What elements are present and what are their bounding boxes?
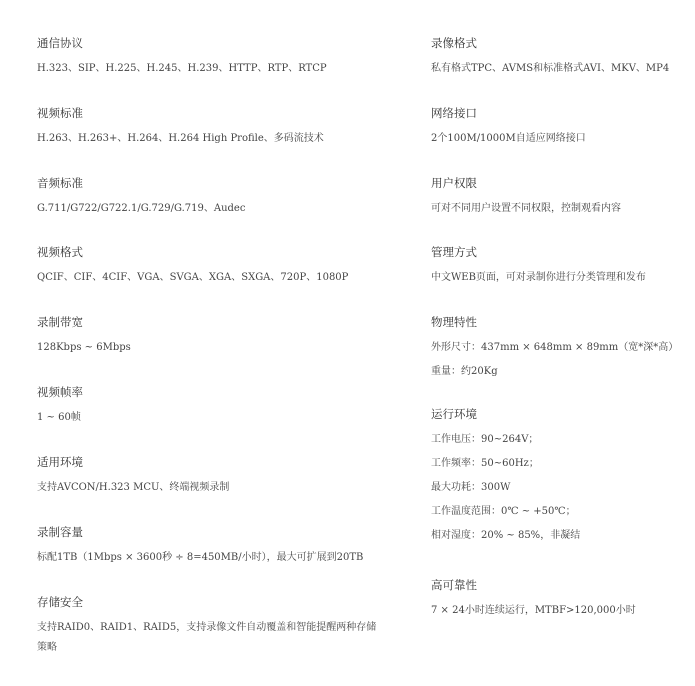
spec-value: 2个100M/1000M自适应网络接口 xyxy=(431,133,586,144)
spec-title: 视频帧率 xyxy=(37,385,83,399)
spec-value: 工作温度范围：0℃ ~ +50℃； xyxy=(431,506,576,517)
spec-environment xyxy=(37,455,397,498)
spec-network-interface xyxy=(431,106,693,149)
spec-value: 支持RAID0、RAID1、RAID5，支持录像文件自动覆盖和智能提醒两种存储策略 xyxy=(37,622,377,653)
spec-value: 128Kbps ~ 6Mbps xyxy=(37,342,131,353)
spec-value: 可对不同用户设置不同权限，控制观看内容 xyxy=(431,203,621,214)
spec-video-standard xyxy=(37,106,397,149)
spec-title: 物理特性 xyxy=(431,315,477,329)
spec-title: 存储安全 xyxy=(37,595,83,609)
spec-audio-standard xyxy=(37,176,397,219)
spec-capacity xyxy=(37,525,397,568)
spec-physical xyxy=(431,315,693,382)
spec-title: 运行环境 xyxy=(431,407,477,421)
spec-reliability xyxy=(431,578,693,621)
spec-value: H.323、SIP、H.225、H.245、H.239、HTTP、RTP、RTCP xyxy=(37,63,327,74)
spec-value: 工作电压：90~264V； xyxy=(431,434,539,445)
spec-recording-format xyxy=(431,36,693,79)
spec-operating-environment xyxy=(431,407,693,546)
spec-value: 外形尺寸：437mm × 648mm × 89mm（宽*深*高） xyxy=(431,342,679,353)
spec-value: 重量：约20Kg xyxy=(431,366,498,377)
spec-title: 视频格式 xyxy=(37,245,83,259)
spec-title: 录制带宽 xyxy=(37,315,83,329)
spec-title: 网络接口 xyxy=(431,106,477,120)
spec-value: 1 ~ 60帧 xyxy=(37,412,81,423)
spec-storage-safety xyxy=(37,595,397,658)
spec-title: 管理方式 xyxy=(431,245,477,259)
spec-user-permissions xyxy=(431,176,693,219)
spec-value: H.263、H.263+、H.264、H.264 High Profile、多码流技术 xyxy=(37,133,324,144)
spec-value: 私有格式TPC、AVMS和标准格式AVI、MKV、MP4 xyxy=(431,63,670,74)
spec-title: 通信协议 xyxy=(37,36,83,50)
spec-frame-rate xyxy=(37,385,397,428)
spec-value: 7 × 24小时连续运行，MTBF>120,000小时 xyxy=(431,605,636,616)
spec-value: 相对湿度：20% ~ 85%，非凝结 xyxy=(431,530,581,541)
spec-title: 录制容量 xyxy=(37,525,83,539)
spec-value: QCIF、CIF、4CIF、VGA、SVGA、XGA、SXGA、720P、1080P xyxy=(37,272,349,283)
spec-recording-bandwidth xyxy=(37,315,397,358)
spec-value: 支持AVCON/H.323 MCU、终端视频录制 xyxy=(37,482,230,493)
spec-value: 标配1TB（1Mbps × 3600秒 ÷ 8=450MB/小时），最大可扩展到20TB xyxy=(37,552,364,563)
spec-value: 工作频率：50~60Hz； xyxy=(431,458,539,469)
spec-protocol xyxy=(37,36,397,79)
spec-management xyxy=(431,245,693,288)
spec-value: 中文WEB页面，可对录制你进行分类管理和发布 xyxy=(431,272,646,283)
spec-title: 音频标准 xyxy=(37,176,83,190)
spec-value: G.711/G722/G722.1/G.729/G.719、Audec xyxy=(37,203,246,214)
spec-video-format xyxy=(37,245,397,288)
spec-title: 适用环境 xyxy=(37,455,83,469)
spec-value: 最大功耗：300W xyxy=(431,482,511,493)
spec-title: 视频标准 xyxy=(37,106,83,120)
spec-title: 用户权限 xyxy=(431,176,477,190)
spec-title: 高可靠性 xyxy=(431,578,477,592)
spec-title: 录像格式 xyxy=(431,36,477,50)
